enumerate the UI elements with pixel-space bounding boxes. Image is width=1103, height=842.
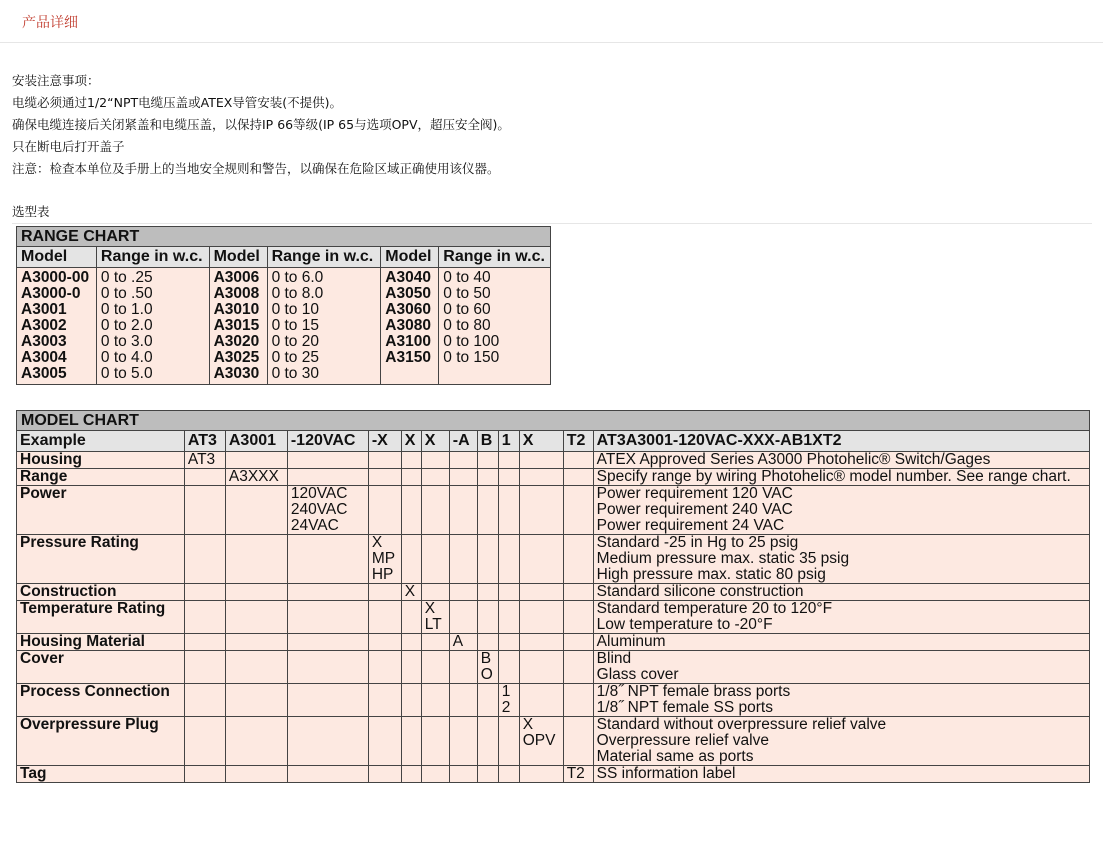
empty-cell <box>368 717 401 766</box>
model-chart-table <box>16 410 1090 783</box>
row-label: Housing <box>17 452 185 469</box>
model-chart-row <box>17 717 1090 766</box>
empty-cell <box>184 601 225 634</box>
model-chart-row <box>17 584 1090 601</box>
range-list: 0 to 6.0 0 to 8.0 0 to 10 0 to 15 0 to 20 0 to 25 0 to 30 <box>267 268 381 385</box>
empty-cell <box>563 486 593 535</box>
row-options: X LT <box>421 601 449 634</box>
empty-cell <box>449 452 477 469</box>
row-label: Power <box>17 486 185 535</box>
example-segment: A3001 <box>225 431 287 452</box>
empty-cell <box>287 584 368 601</box>
empty-cell <box>519 452 563 469</box>
row-description: Specify range by wiring Photohelic® model number. See range chart. <box>593 469 1089 486</box>
empty-cell <box>184 584 225 601</box>
empty-cell <box>477 469 498 486</box>
empty-cell <box>368 651 401 684</box>
empty-cell <box>563 601 593 634</box>
empty-cell <box>368 469 401 486</box>
empty-cell <box>421 452 449 469</box>
empty-cell <box>225 684 287 717</box>
empty-cell <box>563 717 593 766</box>
example-segment: -A <box>449 431 477 452</box>
empty-cell <box>449 486 477 535</box>
empty-cell <box>184 486 225 535</box>
empty-cell <box>225 486 287 535</box>
empty-cell <box>401 684 421 717</box>
empty-cell <box>519 535 563 584</box>
model-chart-row <box>17 684 1090 717</box>
empty-cell <box>287 535 368 584</box>
model-chart-caption: MODEL CHART <box>17 411 1090 431</box>
empty-cell <box>184 469 225 486</box>
empty-cell <box>449 766 477 783</box>
model-chart-row <box>17 452 1090 469</box>
row-options: 120VAC 240VAC 24VAC <box>287 486 368 535</box>
empty-cell <box>498 601 519 634</box>
row-options: 1 2 <box>498 684 519 717</box>
empty-cell <box>184 634 225 651</box>
empty-cell <box>449 601 477 634</box>
note-line: 确保电缆连接后关闭紧盖和电缆压盖，以保持IP 66等级(IP 65与选项OPV，超压安全阀)。 <box>12 117 510 132</box>
row-description: Power requirement 120 VAC Power requirement 240 VAC Power requirement 24 VAC <box>593 486 1089 535</box>
example-segment: X <box>421 431 449 452</box>
empty-cell <box>401 634 421 651</box>
empty-cell <box>287 684 368 717</box>
empty-cell <box>401 486 421 535</box>
selection-table-label: 选型表 <box>12 204 50 219</box>
empty-cell <box>401 601 421 634</box>
row-options: B O <box>477 651 498 684</box>
empty-cell <box>225 584 287 601</box>
empty-cell <box>184 535 225 584</box>
row-description: 1/8˝ NPT female brass ports 1/8˝ NPT female SS ports <box>593 684 1089 717</box>
empty-cell <box>498 535 519 584</box>
empty-cell <box>477 634 498 651</box>
note-line: 注意：检查本单位及手册上的当地安全规则和警告，以确保在危险区域正确使用该仪器。 <box>12 161 500 176</box>
empty-cell <box>184 651 225 684</box>
empty-cell <box>477 452 498 469</box>
empty-cell <box>498 469 519 486</box>
note-line: 安装注意事项： <box>12 73 100 88</box>
empty-cell <box>368 684 401 717</box>
empty-cell <box>184 684 225 717</box>
empty-cell <box>421 486 449 535</box>
empty-cell <box>477 486 498 535</box>
empty-cell <box>563 651 593 684</box>
empty-cell <box>184 766 225 783</box>
example-segment: AT3 <box>184 431 225 452</box>
row-description: Standard temperature 20 to 120°F Low temperature to -20°F <box>593 601 1089 634</box>
empty-cell <box>287 651 368 684</box>
empty-cell <box>401 469 421 486</box>
empty-cell <box>563 634 593 651</box>
row-label: Tag <box>17 766 185 783</box>
empty-cell <box>401 651 421 684</box>
empty-cell <box>563 584 593 601</box>
column-header: Range in w.c. <box>96 247 209 268</box>
range-list: 0 to 40 0 to 50 0 to 60 0 to 80 0 to 100 0 to 150 <box>439 268 551 385</box>
model-list: A3000-00 A3000-0 A3001 A3002 A3003 A3004 A3005 <box>17 268 97 385</box>
row-options: A <box>449 634 477 651</box>
installation-notes <box>12 70 510 180</box>
empty-cell <box>498 486 519 535</box>
range-list: 0 to .25 0 to .50 0 to 1.0 0 to 2.0 0 to 3.0 0 to 4.0 0 to 5.0 <box>96 268 209 385</box>
empty-cell <box>184 717 225 766</box>
row-description: Aluminum <box>593 634 1089 651</box>
empty-cell <box>449 684 477 717</box>
model-chart-row <box>17 486 1090 535</box>
empty-cell <box>225 717 287 766</box>
row-description: Standard -25 in Hg to 25 psig Medium pressure max. static 35 psig High pressure max. static 80 psig <box>593 535 1089 584</box>
empty-cell <box>421 684 449 717</box>
example-row <box>17 431 1090 452</box>
empty-cell <box>477 766 498 783</box>
column-header: Range in w.c. <box>439 247 551 268</box>
empty-cell <box>449 535 477 584</box>
empty-cell <box>477 601 498 634</box>
column-header: Model <box>17 247 97 268</box>
empty-cell <box>421 766 449 783</box>
note-line: 只在断电后打开盖子 <box>12 139 125 154</box>
empty-cell <box>225 651 287 684</box>
model-list: A3006 A3008 A3010 A3015 A3020 A3025 A3030 <box>209 268 267 385</box>
empty-cell <box>477 535 498 584</box>
empty-cell <box>563 535 593 584</box>
row-options: X <box>401 584 421 601</box>
empty-cell <box>287 469 368 486</box>
empty-cell <box>477 717 498 766</box>
page-title: 产品详细 <box>22 15 78 31</box>
model-chart-row <box>17 766 1090 783</box>
empty-cell <box>225 535 287 584</box>
row-description: Standard silicone construction <box>593 584 1089 601</box>
model-chart-row <box>17 469 1090 486</box>
column-header: Model <box>381 247 439 268</box>
empty-cell <box>401 717 421 766</box>
example-label: Example <box>17 431 185 452</box>
empty-cell <box>368 634 401 651</box>
row-label: Process Connection <box>17 684 185 717</box>
empty-cell <box>449 717 477 766</box>
empty-cell <box>498 766 519 783</box>
empty-cell <box>519 601 563 634</box>
empty-cell <box>563 684 593 717</box>
note-line: 电缆必须通过1/2“NPT电缆压盖或ATEX导管安装(不提供)。 <box>12 95 343 110</box>
empty-cell <box>519 766 563 783</box>
empty-cell <box>421 469 449 486</box>
empty-cell <box>498 584 519 601</box>
empty-cell <box>368 766 401 783</box>
empty-cell <box>401 452 421 469</box>
example-segment: 1 <box>498 431 519 452</box>
empty-cell <box>287 717 368 766</box>
row-description: SS information label <box>593 766 1089 783</box>
column-header: Range in w.c. <box>267 247 381 268</box>
empty-cell <box>421 651 449 684</box>
column-header: Model <box>209 247 267 268</box>
example-segment: B <box>477 431 498 452</box>
row-options: A3XXX <box>225 469 287 486</box>
empty-cell <box>287 601 368 634</box>
empty-cell <box>225 766 287 783</box>
empty-cell <box>519 651 563 684</box>
empty-cell <box>519 584 563 601</box>
empty-cell <box>225 601 287 634</box>
empty-cell <box>477 584 498 601</box>
row-label: Pressure Rating <box>17 535 185 584</box>
empty-cell <box>449 651 477 684</box>
empty-cell <box>498 717 519 766</box>
row-description: Standard without overpressure relief valve Overpressure relief valve Material same as ports <box>593 717 1089 766</box>
empty-cell <box>368 486 401 535</box>
empty-cell <box>225 634 287 651</box>
empty-cell <box>421 634 449 651</box>
empty-cell <box>421 717 449 766</box>
empty-cell <box>498 452 519 469</box>
empty-cell <box>519 486 563 535</box>
example-segment: -120VAC <box>287 431 368 452</box>
divider <box>12 223 1092 224</box>
model-chart-row <box>17 535 1090 584</box>
example-segment: X <box>401 431 421 452</box>
empty-cell <box>449 469 477 486</box>
row-options: X MP HP <box>368 535 401 584</box>
row-label: Construction <box>17 584 185 601</box>
model-chart-row <box>17 651 1090 684</box>
row-label: Cover <box>17 651 185 684</box>
empty-cell <box>368 452 401 469</box>
empty-cell <box>477 684 498 717</box>
row-label: Overpressure Plug <box>17 717 185 766</box>
row-description: Blind Glass cover <box>593 651 1089 684</box>
range-chart-caption: RANGE CHART <box>17 227 551 247</box>
row-options: X OPV <box>519 717 563 766</box>
row-options: T2 <box>563 766 593 783</box>
empty-cell <box>498 634 519 651</box>
row-label: Temperature Rating <box>17 601 185 634</box>
empty-cell <box>449 584 477 601</box>
empty-cell <box>287 634 368 651</box>
row-label: Range <box>17 469 185 486</box>
empty-cell <box>368 601 401 634</box>
example-code: AT3A3001-120VAC-XXX-AB1XT2 <box>593 431 1089 452</box>
empty-cell <box>401 766 421 783</box>
row-options: AT3 <box>184 452 225 469</box>
empty-cell <box>287 452 368 469</box>
page-header <box>0 0 1103 43</box>
empty-cell <box>421 584 449 601</box>
empty-cell <box>421 535 449 584</box>
empty-cell <box>519 684 563 717</box>
empty-cell <box>498 651 519 684</box>
model-chart-row <box>17 601 1090 634</box>
empty-cell <box>563 469 593 486</box>
range-chart-table <box>16 226 551 385</box>
model-list: A3040 A3050 A3060 A3080 A3100 A3150 <box>381 268 439 385</box>
row-label: Housing Material <box>17 634 185 651</box>
empty-cell <box>225 452 287 469</box>
example-segment: X <box>519 431 563 452</box>
empty-cell <box>287 766 368 783</box>
empty-cell <box>401 535 421 584</box>
row-description: ATEX Approved Series A3000 Photohelic® Switch/Gages <box>593 452 1089 469</box>
model-chart-row <box>17 634 1090 651</box>
empty-cell <box>563 452 593 469</box>
empty-cell <box>368 584 401 601</box>
example-segment: T2 <box>563 431 593 452</box>
empty-cell <box>519 469 563 486</box>
example-segment: -X <box>368 431 401 452</box>
empty-cell <box>519 634 563 651</box>
